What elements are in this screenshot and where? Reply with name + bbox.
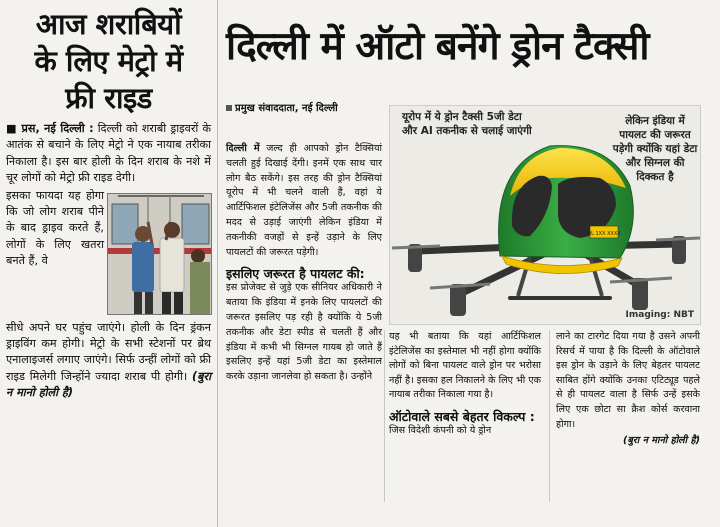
caption-india: लेकिन इंडिया में पायलट की जरूरत पड़ेगी क्योंकि यहां डेटा और सिग्नल की दिक्कत है [612, 115, 698, 183]
caption-europe: यूरोप में ये ड्रोन टैक्सी 5जी डेटा और AI तकनीक से चलाई जाएंगी [402, 111, 532, 137]
left-headline [6, 6, 211, 117]
square-bullet-icon [226, 105, 232, 111]
left-headline-line-3: फ्री राइड [65, 81, 152, 115]
left-signature: (बुरा न मानो होली है) [6, 369, 212, 400]
main-signature: (बुरा न मानो होली है) [622, 435, 700, 447]
metro-photo-illustration [108, 194, 212, 315]
drone-taxi-graphic [389, 105, 701, 325]
main-column-3 [556, 330, 700, 449]
byline [226, 100, 338, 114]
main-para-4: जिस विदेशी कंपनी को ये ड्रोन [389, 424, 492, 436]
main-para-3: यह भी बताया कि यहां आर्टिफिशल इंटेलिजेंस का इस्तेमाल भी नहीं होगा क्योंकि लोगों को बिना पायलट वाले ड्रोन पर भरोसा नहीं है। इसका हल निकालने के लिए भी एक नायाब तरीका निकाला गया है। [389, 331, 541, 401]
image-credit: Imaging: NBT [625, 310, 694, 320]
lead-text: दिल्ली में [226, 143, 260, 154]
drone-plate: DL 1XX XXXX [587, 231, 621, 237]
left-headline-line-2: के लिए मेट्रो में [34, 44, 183, 78]
left-headline-line-1: आज शराबियों [35, 7, 182, 41]
main-para-1-text: जल्द ही आपको ड्रोन टैक्सियां चलती हुई दिखाई देंगी। इनमें एक साथ चार लोग बैठ सकेंगे। इस तरह की ड्रोन टैक्सियां यूरोप में भी चलने वाली हैं, वहां ये आर्टिफिशल इंटेलिजेंस और 5जी तकनीक की मदद से उड़ाई जाएंगी लेकिन इंडिया में तकनीकी वजहों से इन्हें उड़ाने के लिए पायलटों की जरूरत पड़ेगी। [226, 143, 382, 258]
main-para-2: इस प्रोजेक्ट से जुड़े एक सीनियर अधिकारी ने बताया कि इंडिया में इनके लिए पायलटों की जरूरत इसलिए पड़ रही है क्योंकि ये 5जी तकनीक और डेटा स्पीड से चलती हैं और इंडिया में कभी भी सिग्नल गायब हो जाते हैं इसलिए इन्हें यहां 5जी डेटा का इस्तेमाल करके उड़ाना जानलेवा हो सकता है। उन्होंने [226, 282, 382, 383]
main-para-1 [226, 142, 382, 260]
subhead-pilot-need: इसलिए जरूरत है पायलट की: [226, 266, 365, 282]
main-story [222, 0, 720, 527]
main-column-2 [389, 330, 541, 439]
left-para-3-text: सीधे अपने घर पहुंच जाएंगे। होली के दिन ड्रंकन ड्राइविंग कम होगी। मेट्रो के सभी स्टेशनों पर ब्रेथ एनालाइजर्स लगाए जाएंगे। सिर्फ उन्हीं लोगों को फ्री राइड मिलेगी जिन्होंने ज्यादा शराब पी होगी। [6, 320, 211, 383]
left-para-2: इसका फायदा यह होगा कि जो लोग शराब पीने के बाद ड्राइव करते हैं, लोगों के लिए खतरा बनते हैं, वे [6, 188, 104, 268]
main-headline: दिल्ली में ऑटो बनेंगे ड्रोन टैक्सी [226, 24, 649, 69]
left-para-1-text: दिल्ली को शराबी ड्राइवरों के आतंक से बचाने के लिए मेट्रो ने एक नायाब तरीका निकाला है। इस बार होली के दिन शराब के नशे में चूर लोगों को मेट्रो फ्री राइड देगी। [6, 122, 212, 185]
main-column-1 [226, 142, 382, 385]
byline-text: प्रमुख संवाददाता, नई दिल्ली [235, 103, 338, 114]
column-divider-1 [384, 330, 385, 502]
subhead-auto-drivers: ऑटोवाले सबसे बेहतर विकल्प : [389, 408, 535, 424]
metro-passengers-photo [107, 193, 212, 315]
left-para-1 [6, 121, 211, 187]
column-divider-2 [549, 330, 550, 502]
left-mid-block [6, 188, 211, 320]
main-para-5: लाने का टारगेट दिया गया है उसने अपनी रिसर्च में पाया है कि दिल्ली के ऑटोवाले इस ड्रोन के उड़ाने के लिए बेहतर पायलट साबित होंगे क्योंकि उनका एटिट्यूड पहले से ही पायलट वाला है सिर्फ उन्हें इसके लिए एक छोटा सा क्रैश कोर्स करवाना होगा। [556, 331, 700, 430]
left-para-3 [6, 320, 211, 402]
left-dateline: ■ प्रस, नई दिल्ली : [6, 122, 94, 135]
left-story [0, 0, 218, 527]
